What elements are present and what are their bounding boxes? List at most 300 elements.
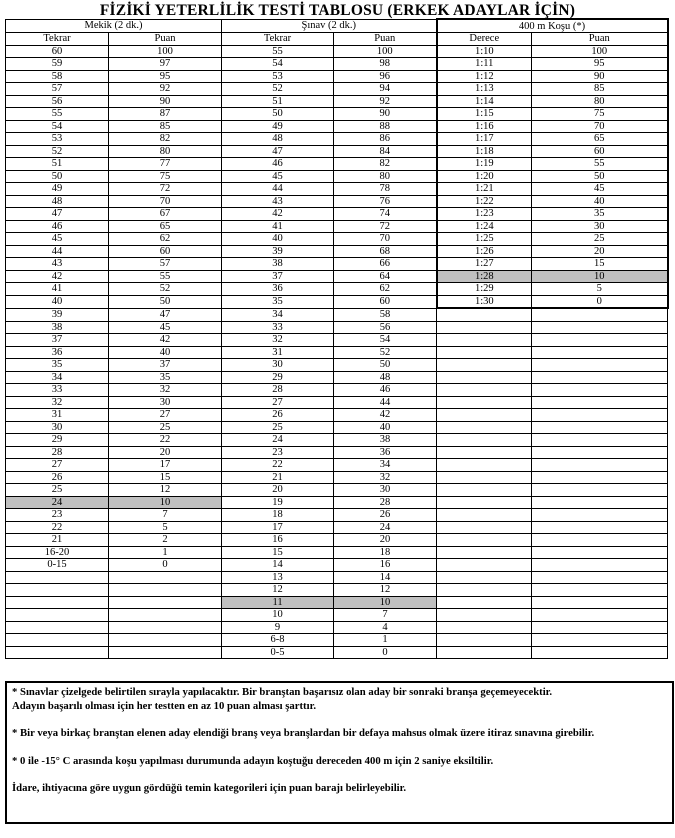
kosu-derece-cell <box>437 584 532 597</box>
sinav-puan-cell: 50 <box>334 359 437 372</box>
mekik-puan-cell: 85 <box>109 120 222 133</box>
table-row <box>6 446 668 459</box>
sinav-puan-cell: 46 <box>334 384 437 397</box>
kosu-derece-cell <box>437 446 532 459</box>
table-row <box>6 283 668 296</box>
sinav-puan-cell: 64 <box>334 270 437 283</box>
mekik-puan-cell: 40 <box>109 346 222 359</box>
mekik-tekrar-cell: 46 <box>6 220 109 233</box>
kosu-puan-cell <box>532 521 668 534</box>
kosu-derece-cell: 1:17 <box>437 133 532 146</box>
kosu-derece-cell: 1:16 <box>437 120 532 133</box>
table-row <box>6 634 668 647</box>
mekik-tekrar-cell: 31 <box>6 409 109 422</box>
mekik-tekrar-cell <box>6 571 109 584</box>
mekik-tekrar-cell: 24 <box>6 496 109 509</box>
kosu-derece-cell: 1:27 <box>437 258 532 271</box>
kosu-puan-cell: 20 <box>532 245 668 258</box>
mekik-puan-cell <box>109 621 222 634</box>
table-row <box>6 58 668 71</box>
kosu-derece-cell: 1:18 <box>437 145 532 158</box>
table-row <box>6 421 668 434</box>
note-appeal: * Bir veya birkaç branştan elenen aday elendiği branş veya branşlardan bir defaya mahsus olmak üzere itiraz sınavına girebilir. <box>12 727 595 740</box>
sinav-tekrar-cell: 14 <box>222 559 334 572</box>
group-header-mekik: Mekik (2 dk.) <box>6 19 222 33</box>
note-minimum-score: Adayın başarılı olması için her testten en az 10 puan alması şarttır. <box>12 700 317 713</box>
kosu-derece-cell: 1:22 <box>437 195 532 208</box>
sinav-puan-cell: 82 <box>334 158 437 171</box>
table-row <box>6 195 668 208</box>
mekik-tekrar-cell: 60 <box>6 45 109 58</box>
sinav-tekrar-cell: 28 <box>222 384 334 397</box>
sinav-puan-cell: 62 <box>334 283 437 296</box>
kosu-puan-cell <box>532 308 668 321</box>
kosu-puan-cell <box>532 571 668 584</box>
kosu-derece-cell: 1:30 <box>437 295 532 308</box>
sinav-tekrar-cell: 54 <box>222 58 334 71</box>
kosu-derece-cell <box>437 334 532 347</box>
sinav-tekrar-cell: 53 <box>222 70 334 83</box>
kosu-puan-cell <box>532 471 668 484</box>
table-row <box>6 120 668 133</box>
table-row <box>6 170 668 183</box>
kosu-puan-cell <box>532 409 668 422</box>
mekik-puan-cell: 75 <box>109 170 222 183</box>
table-row <box>6 133 668 146</box>
mekik-puan-cell: 27 <box>109 409 222 422</box>
mekik-tekrar-cell: 42 <box>6 270 109 283</box>
mekik-tekrar-cell: 25 <box>6 484 109 497</box>
sinav-puan-cell: 16 <box>334 559 437 572</box>
mekik-tekrar-cell: 0-15 <box>6 559 109 572</box>
kosu-puan-cell <box>532 384 668 397</box>
table-row <box>6 471 668 484</box>
kosu-puan-cell: 70 <box>532 120 668 133</box>
kosu-puan-cell <box>532 359 668 372</box>
kosu-derece-cell: 1:14 <box>437 95 532 108</box>
sinav-puan-cell: 84 <box>334 145 437 158</box>
column-header-tekrar: Tekrar <box>6 33 109 46</box>
note-threshold: İdare, ihtiyacına göre uygun gördüğü temin kategorileri için puan barajı belirleyebilir. <box>12 781 407 794</box>
sinav-tekrar-cell: 42 <box>222 208 334 221</box>
kosu-puan-cell: 35 <box>532 208 668 221</box>
table-row <box>6 596 668 609</box>
group-header-kosu: 400 m Koşu (*) <box>437 19 668 33</box>
kosu-derece-cell <box>437 421 532 434</box>
notes-box <box>5 681 674 824</box>
table-row <box>6 384 668 397</box>
table-row <box>6 359 668 372</box>
mekik-tekrar-cell <box>6 596 109 609</box>
table-row <box>6 183 668 196</box>
kosu-puan-cell <box>532 559 668 572</box>
mekik-puan-cell: 32 <box>109 384 222 397</box>
kosu-derece-cell <box>437 484 532 497</box>
kosu-derece-cell <box>437 409 532 422</box>
mekik-tekrar-cell: 58 <box>6 70 109 83</box>
sinav-puan-cell: 92 <box>334 95 437 108</box>
mekik-tekrar-cell: 59 <box>6 58 109 71</box>
kosu-derece-cell <box>437 496 532 509</box>
kosu-derece-cell <box>437 609 532 622</box>
kosu-puan-cell <box>532 421 668 434</box>
sinav-puan-cell: 40 <box>334 421 437 434</box>
note-temperature: * 0 ile -15° C arasında koşu yapılması durumunda adayın koştuğu dereceden 400 m için 2 saniye eksiltilir. <box>12 754 494 767</box>
mekik-puan-cell: 92 <box>109 83 222 96</box>
mekik-tekrar-cell: 41 <box>6 283 109 296</box>
table-row <box>6 220 668 233</box>
sinav-tekrar-cell: 34 <box>222 308 334 321</box>
mekik-puan-cell: 52 <box>109 283 222 296</box>
kosu-derece-cell <box>437 459 532 472</box>
mekik-tekrar-cell: 39 <box>6 308 109 321</box>
kosu-derece-cell: 1:13 <box>437 83 532 96</box>
sinav-puan-cell: 34 <box>334 459 437 472</box>
mekik-puan-cell: 20 <box>109 446 222 459</box>
table-row <box>6 546 668 559</box>
sinav-tekrar-cell: 49 <box>222 120 334 133</box>
sinav-tekrar-cell: 37 <box>222 270 334 283</box>
table-row <box>6 158 668 171</box>
mekik-puan-cell <box>109 609 222 622</box>
sinav-tekrar-cell: 27 <box>222 396 334 409</box>
kosu-puan-cell <box>532 621 668 634</box>
mekik-tekrar-cell: 40 <box>6 295 109 308</box>
sinav-tekrar-cell: 43 <box>222 195 334 208</box>
sinav-tekrar-cell: 39 <box>222 245 334 258</box>
mekik-puan-cell: 97 <box>109 58 222 71</box>
mekik-puan-cell: 87 <box>109 108 222 121</box>
table-row <box>6 371 668 384</box>
kosu-puan-cell <box>532 446 668 459</box>
mekik-puan-cell: 2 <box>109 534 222 547</box>
mekik-tekrar-cell: 23 <box>6 509 109 522</box>
mekik-puan-cell: 80 <box>109 145 222 158</box>
sinav-puan-cell: 54 <box>334 334 437 347</box>
table-row <box>6 434 668 447</box>
sinav-puan-cell: 76 <box>334 195 437 208</box>
table-row <box>6 534 668 547</box>
kosu-derece-cell <box>437 434 532 447</box>
sinav-tekrar-cell: 51 <box>222 95 334 108</box>
mekik-puan-cell <box>109 646 222 659</box>
table-row <box>6 646 668 659</box>
column-header-puan: Puan <box>334 33 437 46</box>
kosu-derece-cell: 1:21 <box>437 183 532 196</box>
mekik-tekrar-cell: 52 <box>6 145 109 158</box>
sinav-puan-cell: 96 <box>334 70 437 83</box>
mekik-tekrar-cell: 38 <box>6 321 109 334</box>
mekik-puan-cell: 10 <box>109 496 222 509</box>
kosu-puan-cell <box>532 584 668 597</box>
table-row <box>6 609 668 622</box>
sinav-puan-cell: 56 <box>334 321 437 334</box>
sinav-puan-cell: 12 <box>334 584 437 597</box>
kosu-puan-cell: 50 <box>532 170 668 183</box>
mekik-tekrar-cell: 57 <box>6 83 109 96</box>
sinav-tekrar-cell: 55 <box>222 45 334 58</box>
mekik-puan-cell: 55 <box>109 270 222 283</box>
column-header-puan: Puan <box>532 33 668 46</box>
sinav-puan-cell: 72 <box>334 220 437 233</box>
table-row <box>6 334 668 347</box>
kosu-puan-cell <box>532 434 668 447</box>
mekik-tekrar-cell: 36 <box>6 346 109 359</box>
sinav-puan-cell: 44 <box>334 396 437 409</box>
mekik-tekrar-cell: 29 <box>6 434 109 447</box>
sinav-tekrar-cell: 50 <box>222 108 334 121</box>
sinav-puan-cell: 90 <box>334 108 437 121</box>
kosu-puan-cell: 40 <box>532 195 668 208</box>
mekik-tekrar-cell: 45 <box>6 233 109 246</box>
sinav-puan-cell: 4 <box>334 621 437 634</box>
sinav-puan-cell: 38 <box>334 434 437 447</box>
mekik-puan-cell: 45 <box>109 321 222 334</box>
sinav-tekrar-cell: 10 <box>222 609 334 622</box>
mekik-puan-cell: 70 <box>109 195 222 208</box>
kosu-derece-cell <box>437 396 532 409</box>
mekik-tekrar-cell: 49 <box>6 183 109 196</box>
score-table <box>5 18 669 659</box>
mekik-puan-cell: 100 <box>109 45 222 58</box>
mekik-tekrar-cell: 16-20 <box>6 546 109 559</box>
sinav-tekrar-cell: 52 <box>222 83 334 96</box>
table-row <box>6 459 668 472</box>
mekik-puan-cell: 42 <box>109 334 222 347</box>
kosu-puan-cell: 55 <box>532 158 668 171</box>
table-row <box>6 83 668 96</box>
sinav-puan-cell: 68 <box>334 245 437 258</box>
sinav-tekrar-cell: 16 <box>222 534 334 547</box>
kosu-derece-cell: 1:10 <box>437 45 532 58</box>
sinav-tekrar-cell: 25 <box>222 421 334 434</box>
mekik-tekrar-cell <box>6 634 109 647</box>
table-row <box>6 584 668 597</box>
mekik-puan-cell: 57 <box>109 258 222 271</box>
kosu-derece-cell <box>437 559 532 572</box>
sinav-tekrar-cell: 13 <box>222 571 334 584</box>
mekik-puan-cell: 50 <box>109 295 222 308</box>
column-header-puan: Puan <box>109 33 222 46</box>
sinav-tekrar-cell: 9 <box>222 621 334 634</box>
kosu-derece-cell <box>437 571 532 584</box>
mekik-tekrar-cell: 50 <box>6 170 109 183</box>
table-row <box>6 95 668 108</box>
sinav-tekrar-cell: 36 <box>222 283 334 296</box>
sinav-tekrar-cell: 45 <box>222 170 334 183</box>
kosu-puan-cell <box>532 634 668 647</box>
mekik-tekrar-cell: 28 <box>6 446 109 459</box>
kosu-derece-cell <box>437 371 532 384</box>
kosu-puan-cell <box>532 321 668 334</box>
mekik-tekrar-cell: 53 <box>6 133 109 146</box>
mekik-puan-cell <box>109 584 222 597</box>
kosu-puan-cell <box>532 509 668 522</box>
mekik-puan-cell: 5 <box>109 521 222 534</box>
sinav-puan-cell: 80 <box>334 170 437 183</box>
kosu-derece-cell: 1:20 <box>437 170 532 183</box>
kosu-derece-cell <box>437 646 532 659</box>
sinav-puan-cell: 74 <box>334 208 437 221</box>
kosu-derece-cell: 1:26 <box>437 245 532 258</box>
kosu-puan-cell <box>532 646 668 659</box>
kosu-puan-cell <box>532 459 668 472</box>
sinav-puan-cell: 48 <box>334 371 437 384</box>
kosu-puan-cell <box>532 484 668 497</box>
sinav-tekrar-cell: 47 <box>222 145 334 158</box>
mekik-puan-cell: 72 <box>109 183 222 196</box>
sinav-puan-cell: 42 <box>334 409 437 422</box>
mekik-tekrar-cell <box>6 621 109 634</box>
sinav-puan-cell: 24 <box>334 521 437 534</box>
mekik-puan-cell: 22 <box>109 434 222 447</box>
column-header-tekrar: Tekrar <box>222 33 334 46</box>
kosu-puan-cell <box>532 371 668 384</box>
sinav-tekrar-cell: 22 <box>222 459 334 472</box>
kosu-puan-cell <box>532 596 668 609</box>
kosu-puan-cell <box>532 546 668 559</box>
mekik-puan-cell: 17 <box>109 459 222 472</box>
mekik-tekrar-cell: 34 <box>6 371 109 384</box>
mekik-tekrar-cell <box>6 609 109 622</box>
mekik-tekrar-cell: 55 <box>6 108 109 121</box>
kosu-puan-cell <box>532 334 668 347</box>
sinav-puan-cell: 100 <box>334 45 437 58</box>
mekik-tekrar-cell: 30 <box>6 421 109 434</box>
sinav-tekrar-cell: 46 <box>222 158 334 171</box>
mekik-tekrar-cell: 48 <box>6 195 109 208</box>
kosu-puan-cell: 90 <box>532 70 668 83</box>
sinav-tekrar-cell: 12 <box>222 584 334 597</box>
kosu-puan-cell: 65 <box>532 133 668 146</box>
table-row <box>6 496 668 509</box>
sinav-tekrar-cell: 38 <box>222 258 334 271</box>
kosu-derece-cell: 1:25 <box>437 233 532 246</box>
sinav-puan-cell: 94 <box>334 83 437 96</box>
kosu-derece-cell <box>437 384 532 397</box>
mekik-tekrar-cell <box>6 584 109 597</box>
table-row <box>6 258 668 271</box>
mekik-puan-cell: 1 <box>109 546 222 559</box>
mekik-tekrar-cell: 27 <box>6 459 109 472</box>
mekik-tekrar-cell: 37 <box>6 334 109 347</box>
kosu-derece-cell: 1:19 <box>437 158 532 171</box>
table-row <box>6 270 668 283</box>
table-row <box>6 145 668 158</box>
mekik-tekrar-cell: 51 <box>6 158 109 171</box>
sinav-puan-cell: 20 <box>334 534 437 547</box>
mekik-puan-cell: 7 <box>109 509 222 522</box>
kosu-derece-cell <box>437 471 532 484</box>
sinav-puan-cell: 28 <box>334 496 437 509</box>
kosu-puan-cell: 75 <box>532 108 668 121</box>
mekik-puan-cell: 65 <box>109 220 222 233</box>
kosu-derece-cell: 1:29 <box>437 283 532 296</box>
sinav-puan-cell: 10 <box>334 596 437 609</box>
table-row <box>6 321 668 334</box>
kosu-derece-cell <box>437 308 532 321</box>
sinav-tekrar-cell: 20 <box>222 484 334 497</box>
table-row <box>6 308 668 321</box>
sinav-puan-cell: 66 <box>334 258 437 271</box>
sinav-tekrar-cell: 41 <box>222 220 334 233</box>
sinav-puan-cell: 1 <box>334 634 437 647</box>
kosu-derece-cell: 1:23 <box>437 208 532 221</box>
mekik-puan-cell: 60 <box>109 245 222 258</box>
kosu-derece-cell <box>437 534 532 547</box>
mekik-puan-cell <box>109 634 222 647</box>
sinav-puan-cell: 88 <box>334 120 437 133</box>
sinav-tekrar-cell: 30 <box>222 359 334 372</box>
mekik-tekrar-cell: 21 <box>6 534 109 547</box>
mekik-puan-cell: 67 <box>109 208 222 221</box>
mekik-tekrar-cell: 56 <box>6 95 109 108</box>
sinav-tekrar-cell: 15 <box>222 546 334 559</box>
mekik-puan-cell: 95 <box>109 70 222 83</box>
kosu-derece-cell: 1:24 <box>437 220 532 233</box>
sinav-tekrar-cell: 32 <box>222 334 334 347</box>
sinav-tekrar-cell: 24 <box>222 434 334 447</box>
kosu-derece-cell <box>437 321 532 334</box>
kosu-puan-cell: 100 <box>532 45 668 58</box>
mekik-puan-cell <box>109 596 222 609</box>
kosu-puan-cell <box>532 346 668 359</box>
kosu-derece-cell: 1:12 <box>437 70 532 83</box>
kosu-derece-cell <box>437 359 532 372</box>
kosu-puan-cell <box>532 534 668 547</box>
mekik-tekrar-cell <box>6 646 109 659</box>
mekik-puan-cell: 15 <box>109 471 222 484</box>
table-row <box>6 621 668 634</box>
table-row <box>6 509 668 522</box>
sinav-puan-cell: 52 <box>334 346 437 359</box>
kosu-derece-cell <box>437 346 532 359</box>
sinav-tekrar-cell: 33 <box>222 321 334 334</box>
kosu-derece-cell: 1:11 <box>437 58 532 71</box>
table-row <box>6 571 668 584</box>
mekik-puan-cell: 35 <box>109 371 222 384</box>
kosu-puan-cell: 45 <box>532 183 668 196</box>
mekik-puan-cell: 12 <box>109 484 222 497</box>
mekik-tekrar-cell: 22 <box>6 521 109 534</box>
table-row <box>6 108 668 121</box>
kosu-puan-cell: 5 <box>532 283 668 296</box>
kosu-puan-cell <box>532 496 668 509</box>
table-row <box>6 245 668 258</box>
mekik-puan-cell: 62 <box>109 233 222 246</box>
sinav-tekrar-cell: 35 <box>222 295 334 308</box>
mekik-tekrar-cell: 26 <box>6 471 109 484</box>
mekik-puan-cell: 25 <box>109 421 222 434</box>
sinav-puan-cell: 26 <box>334 509 437 522</box>
table-row <box>6 559 668 572</box>
table-body <box>6 45 668 659</box>
sinav-puan-cell: 7 <box>334 609 437 622</box>
mekik-puan-cell: 0 <box>109 559 222 572</box>
kosu-derece-cell <box>437 596 532 609</box>
kosu-derece-cell: 1:28 <box>437 270 532 283</box>
sinav-tekrar-cell: 18 <box>222 509 334 522</box>
sinav-tekrar-cell: 40 <box>222 233 334 246</box>
sinav-puan-cell: 14 <box>334 571 437 584</box>
note-order: * Sınavlar çizelgede belirtilen sırayla yapılacaktır. Bir branştan başarısız olan aday bir sonraki branşa geçemeyecektir. <box>12 686 553 698</box>
mekik-puan-cell: 77 <box>109 158 222 171</box>
mekik-puan-cell: 30 <box>109 396 222 409</box>
sinav-tekrar-cell: 11 <box>222 596 334 609</box>
table-row <box>6 45 668 58</box>
kosu-derece-cell <box>437 634 532 647</box>
table-row <box>6 70 668 83</box>
